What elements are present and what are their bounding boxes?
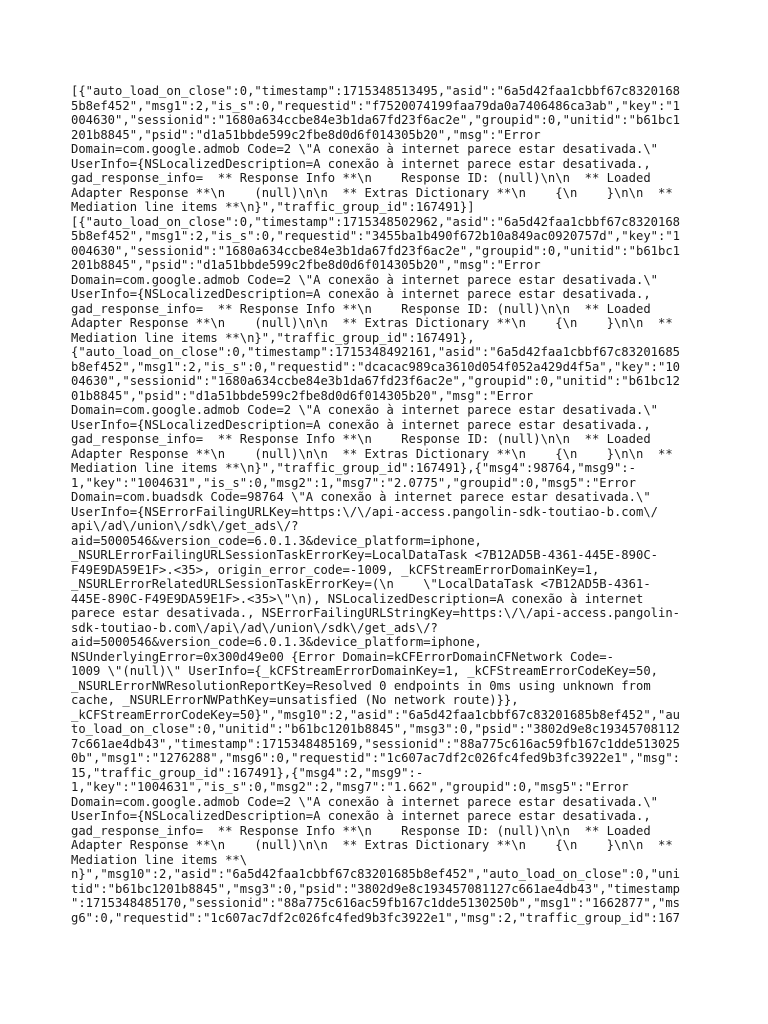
log-line: gad_response_info= ** Response Info **\n Response ID: (null)\n\n ** Loaded (71, 171, 651, 185)
log-line: n}","msg10":2,"asid":"6a5d42faa1cbbf67c83201685b8ef452","auto_load_on_close":0,"uni (71, 867, 681, 881)
log-line: Domain=com.google.admob Code=2 \"A conexão à internet parece estar desativada.\" (71, 142, 658, 156)
log-line: NSUnderlyingError=0x300d49e00 {Error Domain=kCFErrorDomainCFNetwork Code=- (71, 649, 614, 664)
log-line: 1,"key":"1004631","is_s":0,"msg2":2,"msg7":"1.662","groupid":0,"msg5":"Error (71, 780, 629, 794)
log-line: 004630","sessionid":"1680a634ccbe84e3b1da67fd23f6ac2e","groupid":0,"unitid":"b61bc1 (71, 113, 681, 127)
log-line: 01b8845","psid":"d1a51bbde599c2fbe8d0d6f014305b20","msg":"Error (71, 388, 534, 403)
log-line: Adapter Response **\n (null)\n\n ** Extras Dictionary **\n {\n }\n\n ** (71, 185, 673, 200)
log-line: aid=5000546&version_code=6.0.1.3&device_platform=iphone, (71, 533, 482, 548)
log-line: sdk-toutiao-b.com\/api\/ad\/union\/sdk\/get_ads\/? (71, 620, 438, 635)
log-document (71, 84, 711, 925)
log-line: _kCFStreamErrorCodeKey=50}","msg10":2,"asid":"6a5d42faa1cbbf67c83201685b8ef452","au (71, 707, 681, 722)
log-line: ":1715348485170,"sessionid":"88a775c616ac59fb167c1dde5130250b","msg1":"1662877","ms (71, 896, 681, 910)
log-line: Mediation line items **\n}","traffic_group_id":167491}, (71, 330, 475, 345)
log-line: F49E9DA59E1F>.<35>, origin_error_code=-1009, _kCFStreamErrorDomainKey=1, (71, 562, 600, 577)
log-line: parece estar desativada., NSErrorFailingURLStringKey=https:\/\/api-access.pangolin- (71, 606, 681, 620)
log-line: 5b8ef452","msg1":2,"is_s":0,"requestid":"f7520074199faa79da0a7406486ca3ab","key":"1 (71, 98, 681, 113)
log-line: _NSURLErrorNWResolutionReportKey=Resolved 0 endpoints in 0ms using unknown from (71, 678, 651, 693)
log-line: 201b8845","psid":"d1a51bbde599c2fbe8d0d6f014305b20","msg":"Error (71, 258, 541, 272)
log-line: gad_response_info= ** Response Info **\n Response ID: (null)\n\n ** Loaded (71, 432, 651, 446)
log-line: _NSURLErrorFailingURLSessionTaskErrorKey=LocalDataTask <7B12AD5B-4361-445E-890C- (71, 548, 658, 562)
log-line: Domain=com.google.admob Code=2 \"A conexão à internet parece estar desativada.\" (71, 272, 658, 287)
log-line: tid":"b61bc1201b8845","msg3":0,"psid":"3802d9e8c193457081127c661ae4db43","timestamp (71, 881, 681, 896)
log-line: g6":0,"requestid":"1c607ac7df2c026fc4fed9b3fc3922e1","msg":2,"traffic_group_id":167 (71, 910, 681, 925)
log-line: 04630","sessionid":"1680a634ccbe84e3b1da67fd23f6ac2e","groupid":0,"unitid":"b61bc12 (71, 374, 681, 388)
log-line: 1,"key":"1004631","is_s":0,"msg2":1,"msg7":"2.0775","groupid":0,"msg5":"Error (71, 475, 636, 490)
log-line: gad_response_info= ** Response Info **\n Response ID: (null)\n\n ** Loaded (71, 301, 651, 316)
log-line: UserInfo={NSErrorFailingURLKey=https:\/\/api-access.pangolin-sdk-toutiao-b.com\/ (71, 504, 658, 519)
log-line: Adapter Response **\n (null)\n\n ** Extras Dictionary **\n {\n }\n\n ** (71, 838, 673, 852)
log-line: cache, _NSURLErrorNWPathKey=unsatisfied (No network route)}}, (71, 693, 519, 707)
log-line: UserInfo={NSLocalizedDescription=A conexão à internet parece estar desativada., (71, 287, 651, 301)
log-line: Adapter Response **\n (null)\n\n ** Extras Dictionary **\n {\n }\n\n ** (71, 316, 673, 330)
log-line: UserInfo={NSLocalizedDescription=A conexão à internet parece estar desativada., (71, 156, 651, 171)
log-line: b8ef452","msg1":2,"is_s":0,"requestid":"dcacac989ca3610d054f052a429d4f5a","key":"10 (71, 359, 681, 374)
log-line: 1009 \"(null)\" UserInfo={_kCFStreamErrorDomainKey=1, _kCFStreamErrorCodeKey=50, (71, 664, 658, 678)
log-line: [{"auto_load_on_close":0,"timestamp":1715348502962,"asid":"6a5d42faa1cbbf67c8320168 (71, 214, 681, 229)
log-line: {"auto_load_on_close":0,"timestamp":1715348492161,"asid":"6a5d42faa1cbbf67c83201685 (71, 345, 681, 359)
log-line: to_load_on_close":0,"unitid":"b61bc1201b8845","msg3":0,"psid":"3802d9e8c19345708112 (71, 722, 681, 736)
log-line: UserInfo={NSLocalizedDescription=A conexão à internet parece estar desativada., (71, 809, 651, 823)
log-line: 445E-890C-F49E9DA59E1F>.<35>\"\n), NSLocalizedDescription=A conexão à internet (71, 591, 644, 606)
log-line: 7c661ae4db43","timestamp":1715348485169,"sessionid":"88a775c616ac59fb167c1dde513025 (71, 736, 681, 751)
log-line: Mediation line items **\n}","traffic_group_id":167491},{"msg4":98764,"msg9":- (71, 461, 636, 475)
log-line: Domain=com.google.admob Code=2 \"A conexão à internet parece estar desativada.\" (71, 794, 658, 809)
log-line: Mediation line items **\n}","traffic_group_id":167491}] (71, 200, 475, 214)
log-line: 0b","msg1":"1276288","msg6":0,"requestid":"1c607ac7df2c026fc4fed9b3fc3922e1","msg": (71, 751, 681, 765)
log-line: 004630","sessionid":"1680a634ccbe84e3b1da67fd23f6ac2e","groupid":0,"unitid":"b61bc1 (71, 243, 681, 258)
log-line: Domain=com.buadsdk Code=98764 \"A conexão à internet parece estar desativada.\" (71, 490, 651, 504)
log-line: gad_response_info= ** Response Info **\n Response ID: (null)\n\n ** Loaded (71, 823, 651, 838)
log-line: [{"auto_load_on_close":0,"timestamp":1715348513495,"asid":"6a5d42faa1cbbf67c8320168 (71, 84, 681, 98)
log-line: api\/ad\/union\/sdk\/get_ads\/? (71, 519, 299, 533)
log-line: aid=5000546&version_code=6.0.1.3&device_platform=iphone, (71, 635, 482, 649)
log-line: Domain=com.google.admob Code=2 \"A conexão à internet parece estar desativada.\" (71, 403, 658, 417)
log-line: 5b8ef452","msg1":2,"is_s":0,"requestid":"3455ba1b490f672b10a849ac0920757d","key":"1 (71, 229, 681, 243)
log-line: _NSURLErrorRelatedURLSessionTaskErrorKey=(\n \"LocalDataTask <7B12AD5B-4361- (71, 577, 651, 591)
log-line: Mediation line items **\ (71, 852, 248, 867)
log-line: UserInfo={NSLocalizedDescription=A conexão à internet parece estar desativada., (71, 417, 651, 432)
log-line: 15,"traffic_group_id":167491},{"msg4":2,"msg9":- (71, 765, 424, 780)
log-line: 201b8845","psid":"d1a51bbde599c2fbe8d0d6f014305b20","msg":"Error (71, 127, 541, 142)
log-line: Adapter Response **\n (null)\n\n ** Extras Dictionary **\n {\n }\n\n ** (71, 446, 673, 461)
